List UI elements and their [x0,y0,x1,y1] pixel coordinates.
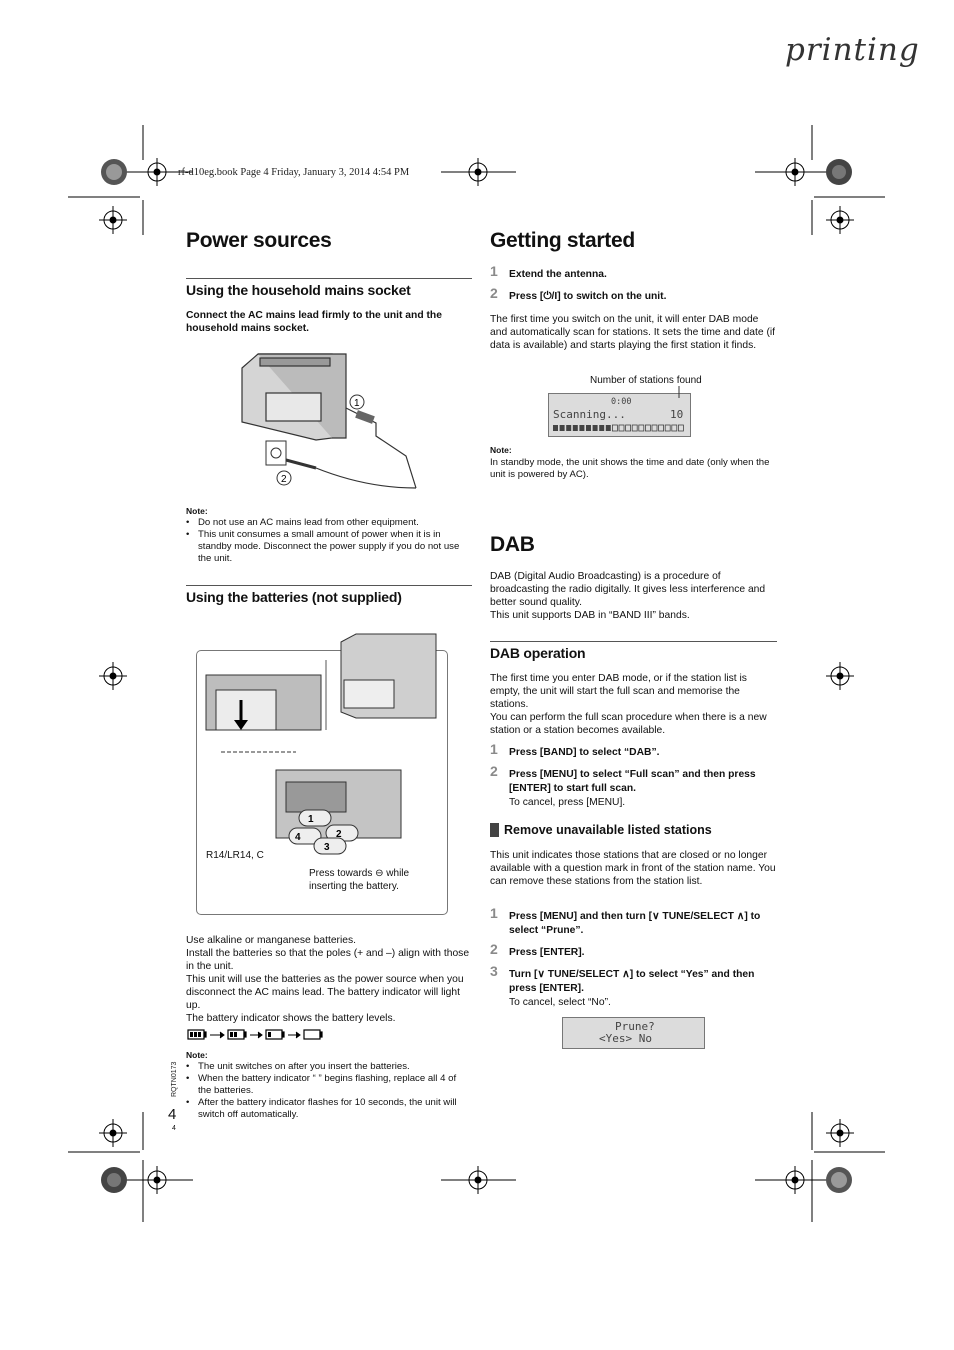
battery-body [186,934,472,1025]
progress-segment [579,425,584,431]
dab-intro-line: This unit supports DAB in “BAND III” bands. [490,610,690,621]
dab-operation-line: You can perform the full scan procedure when there is a new station or a station becomes available. [490,712,767,736]
dab-operation-body [490,672,777,737]
progress-segment [553,425,558,431]
mains-note-label: Note: [186,506,208,516]
caption-pointer [676,386,682,398]
press-label-1: Press towards ⊖ while [309,868,410,879]
step-subtext: To cancel, press [MENU]. [509,797,626,808]
scan-progress-bar [553,424,687,432]
progress-segment [599,425,604,431]
page-number: 4 [168,1106,177,1123]
note-item: • After the battery indicator flashes for 10 seconds, the unit will switch off automatically. [186,1097,472,1121]
progress-segment [586,425,591,431]
progress-segment [612,425,617,431]
note-item: • When the battery indicator “ ” begins flashing, replace all 4 of the batteries. [186,1073,472,1097]
progress-segment [560,425,565,431]
step-number: 1 [490,905,498,921]
battery-body-line: Use alkaline or manganese batteries. [186,935,356,946]
getting-started-title: Getting started [490,229,635,252]
progress-segment [606,425,611,431]
step-text: Extend the antenna. [509,269,607,280]
battery-note-label: Note: [186,1050,208,1060]
remove-steps [490,905,777,1010]
remove-body: This unit indicates those stations that are closed or no longer available with a question mark in front of the station name. You can remove these stations from the station list. [490,850,776,887]
remove-heading [490,823,712,837]
step-number: 2 [490,285,498,301]
battery-notes [186,1061,472,1121]
progress-segment [619,425,624,431]
step-text: Press [MENU] and then turn [∨ TUNE/SELECT ∧] to select “Prune”. [509,911,761,936]
step-text: Press [BAND] to select “DAB”. [509,747,660,758]
gs-note: In standby mode, the unit shows the time and date (only when the unit is powered by AC). [490,457,770,480]
callout-2: 2 [281,474,287,485]
remove-heading-text: Remove unavailable listed stations [504,823,712,837]
press-label-2: inserting the battery. [309,881,399,892]
display-caption: Number of stations found [590,375,702,386]
cell-1: 1 [308,814,314,825]
step-subtext: To cancel, select “No”. [509,997,611,1008]
printing-watermark: printing [785,32,920,68]
cell-4: 4 [295,832,301,843]
battery-body-line: This unit will use the batteries as the power source when you disconnect the AC mains lead. The battery indicator will light up. [186,974,464,1011]
step-item [490,741,777,760]
progress-segment [645,425,650,431]
step-number: 1 [490,263,498,279]
progress-segment [665,425,670,431]
dab-operation-line: The first time you enter DAB mode, or if the station list is empty, the unit will start the full scan and memorise the stations. [490,673,747,710]
batteries-heading: Using the batteries (not supplied) [186,589,402,605]
dab-intro-line: DAB (Digital Audio Broadcasting) is a procedure of broadcasting the radio digitally. It gives less interference and better sound quality. [490,571,766,608]
dab-intro [490,570,777,622]
display-count: 10 [670,408,684,421]
progress-segment [566,425,571,431]
step-item [490,941,777,960]
progress-segment [626,425,631,431]
book-header: rf-d10eg.book Page 4 Friday, January 3, 2014 4:54 PM [178,167,410,178]
prune-display-line2: <Yes> No [599,1032,652,1045]
step-number: 3 [490,963,498,979]
dab-operation-steps [490,741,777,810]
note-item: • This unit consumes a small amount of power when it is in standby mode. Disconnect the power supply if you do not use the unit. [186,529,472,565]
step-text: Press [ENTER]. [509,947,585,958]
mains-notes [186,517,472,565]
step-item [490,263,777,282]
step-item [490,763,777,810]
step-item [490,285,777,304]
step-number: 2 [490,941,498,957]
progress-segment [678,425,683,431]
page-number-small: 4 [172,1125,176,1132]
progress-segment [593,425,598,431]
step-text: Press [⏻/I] to switch on the unit. [509,291,667,302]
section-rule [186,585,472,586]
dab-title: DAB [490,533,535,556]
getting-started-body: The first time you switch on the unit, it will enter DAB mode and automatically scan for stations. It sets the time and date (if data is available) and starts playing the first station it finds. [490,314,776,351]
dab-operation-heading: DAB operation [490,645,586,661]
getting-started-steps [490,263,777,304]
step-item [490,963,777,1010]
cell-2: 2 [336,829,342,840]
heading-bar [490,823,499,837]
step-text: Turn [∨ TUNE/SELECT ∧] to select “Yes” and then press [ENTER]. [509,969,755,994]
document-code: RQTN0173 [171,1061,178,1097]
note-item: • Do not use an AC mains lead from other equipment. [186,517,472,529]
step-number: 2 [490,763,498,779]
battery-body-line: The battery indicator shows the battery levels. [186,1013,396,1024]
progress-segment [659,425,664,431]
battery-level-icons [186,1027,326,1043]
mains-intro: Connect the AC mains lead firmly to the unit and the household mains socket. [186,310,442,334]
gs-note-label: Note: [490,445,512,455]
scan-display [548,393,691,437]
prune-display-line1: Prune? [615,1020,655,1033]
step-number: 1 [490,741,498,757]
display-time: 0:00 [611,397,632,407]
power-sources-title: Power sources [186,229,332,252]
battery-type-label: R14/LR14, C [206,850,264,861]
mains-heading: Using the household mains socket [186,282,411,298]
note-item: • The unit switches on after you insert the batteries. [186,1061,472,1073]
mains-illustration [236,348,436,493]
progress-segment [639,425,644,431]
progress-segment [672,425,677,431]
progress-segment [652,425,657,431]
callout-1: 1 [354,398,360,409]
cell-3: 3 [324,842,330,853]
display-text: Scanning... [553,408,626,421]
prune-display [562,1017,705,1049]
section-rule [490,641,777,642]
progress-segment [573,425,578,431]
step-item [490,905,777,938]
progress-segment [632,425,637,431]
section-rule [186,278,472,279]
battery-body-line: Install the batteries so that the poles (+ and –) align with those in the unit. [186,948,470,972]
step-text: Press [MENU] to select “Full scan” and then press [ENTER] to start full scan. [509,769,756,794]
